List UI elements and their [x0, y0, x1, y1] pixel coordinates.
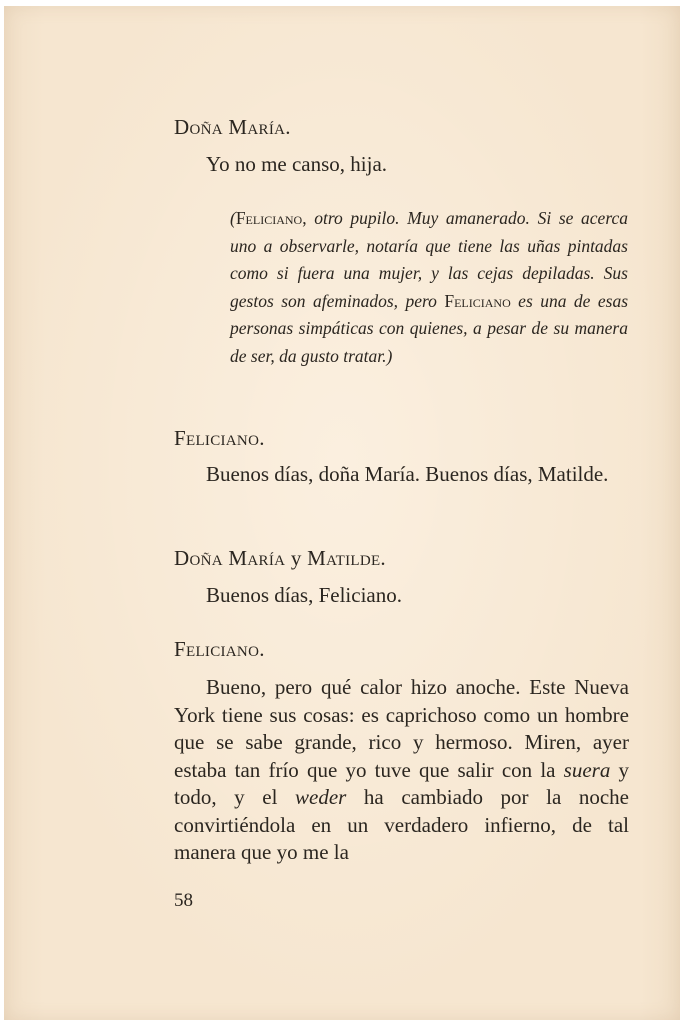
stage-paren: (: [230, 208, 236, 228]
speaker-name-a: Doña María: [174, 546, 286, 570]
stage-character-name-2: Feliciano: [444, 290, 511, 311]
speech-foreign-word: suera: [563, 757, 611, 782]
book-page: [4, 6, 680, 1020]
page-number: 58: [174, 890, 193, 911]
speaker-name: Doña María.: [174, 115, 291, 139]
speech-line: Buenos días, Feliciano.: [206, 583, 402, 607]
stage-text-2: es una de esas personas simpáticas con quienes, a pesar de su manera de ser, da gusto tratar.): [230, 290, 628, 366]
stage-character-name: Feliciano,: [235, 208, 307, 228]
speech-text: Bueno, pero qué calor hizo anoche. Este Nueva York tiene sus cosas: es caprichoso como un hombre que se sabe grande, rico y hermoso. Miren, ayer estaba tan frío que yo tuve que salir con la: [174, 675, 629, 782]
speech-line: Yo no me canso, hija.: [206, 152, 388, 176]
speaker-conjunction: y: [285, 546, 308, 570]
stage-direction: [230, 205, 628, 371]
speaker-name: Feliciano.: [174, 426, 265, 450]
speaker-dona-maria: [174, 114, 629, 140]
speech-foreign-word: weder: [295, 785, 347, 809]
speaker-feliciano: [174, 636, 629, 662]
speaker-name-b: Matilde.: [307, 546, 386, 570]
stage-text: otro pupilo. Muy amanerado. Si se acerca uno a observarle, notaría que tiene las uñas pintadas como si fuera una mujer, y las cejas depiladas. Sus gestos son afeminados, pero: [230, 208, 628, 311]
speech-text: ha cambiado por la noche convirtiéndola en un verdadero infierno, de tal manera que yo me la: [174, 785, 629, 864]
speaker-name: Feliciano.: [174, 637, 265, 661]
speaker-dona-maria-y-matilde: [174, 545, 629, 571]
speech-text: y todo, y el: [174, 757, 630, 809]
speaker-feliciano: [174, 425, 629, 451]
speech-paragraph: Buenos días, doña María. Buenos días, Matilde.: [206, 462, 609, 486]
speech-paragraph: [174, 674, 629, 867]
